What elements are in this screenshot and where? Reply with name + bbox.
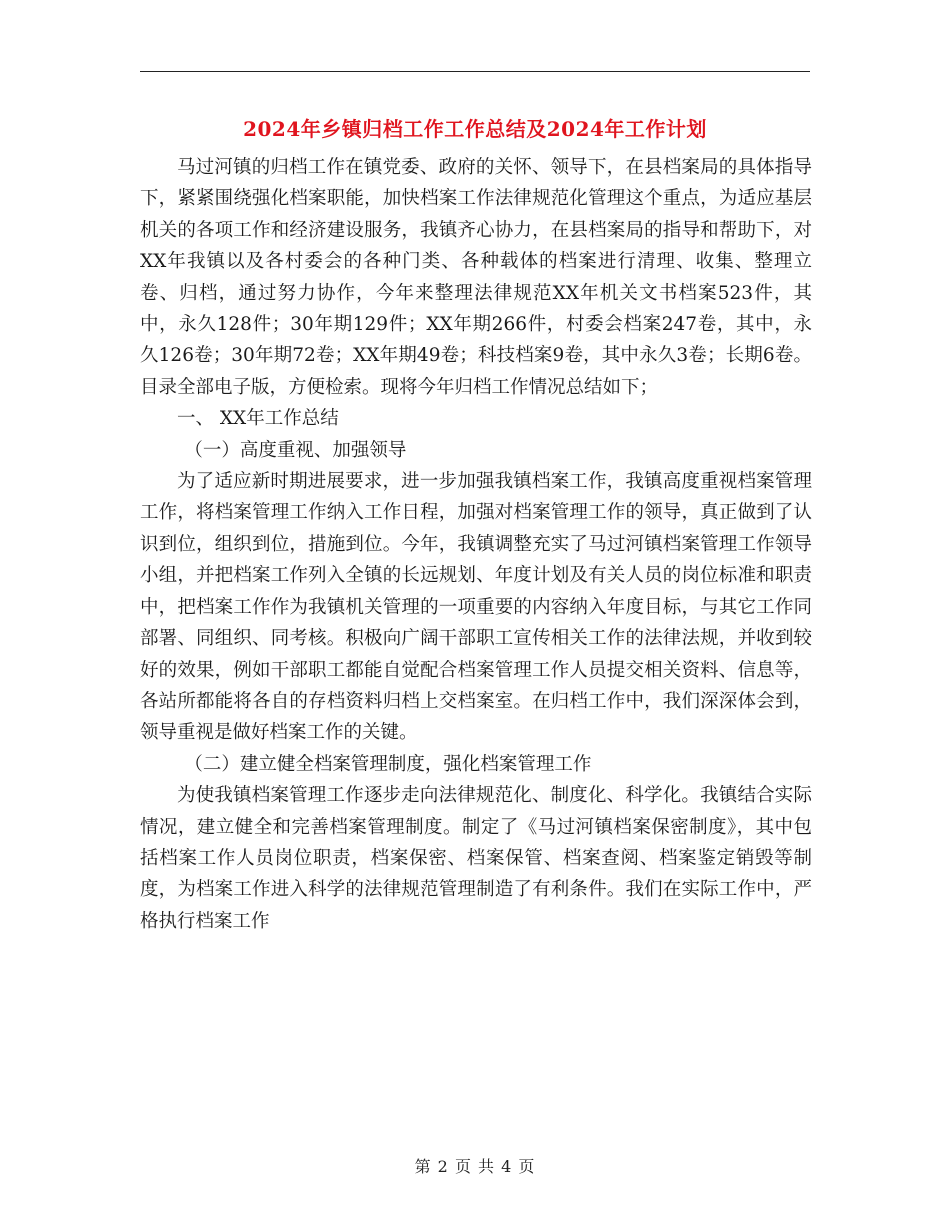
page-number: 第 2 页 共 4 页 — [414, 1157, 536, 1176]
intro-paragraph: 马过河镇的归档工作在镇党委、政府的关怀、领导下，在县档案局的具体指导下，紧紧围绕强化档案职能，加快档案工作法律规范化管理这个重点，为适应基层机关的各项工作和经济建设服务，我镇齐心协力，在县档案局的指导和帮助下，对XX年我镇以及各村委会的各种门类、各种载体的档案进行清理、收集、整理立卷、归档，通过努力协作，今年来整理法律规范XX年机关文书档案523件，其中，永久128件；30年期129件；XX年期266件，村委会档案247卷，其中，永久126卷；30年期72卷；XX年期49卷；科技档案9卷，其中永久3卷；长期6卷。目录全部电子版，方便检索。现将今年归档工作情况总结如下； — [140, 157, 812, 398]
section-heading: 一、 XX年工作总结 — [177, 408, 339, 430]
body-paragraph-2: 为使我镇档案管理工作逐步走向法律规范化、制度化、科学化。我镇结合实际情况，建立健全和完善档案管理制度。制定了《马过河镇档案保密制度》，其中包括档案工作人员岗位职责，档案保密、档案保管、档案查阅、档案鉴定销毁等制度，为档案工作进入科学的法律规范管理制造了有利条件。我们在实际工作中，严格执行档案工作 — [140, 785, 812, 932]
subsection-heading-1: （一）高度重视、加强领导 — [184, 439, 407, 461]
header-rule — [140, 71, 810, 72]
body-paragraph-1: 为了适应新时期进展要求，进一步加强我镇档案工作，我镇高度重视档案管理工作，将档案管理工作纳入工作日程，加强对档案管理工作的领导，真正做到了认识到位，组织到位，措施到位。今年，我镇调整充实了马过河镇档案管理工作领导小组，并把档案工作列入全镇的长远规划、年度计划及有关人员的岗位标准和职责中，把档案工作作为我镇机关管理的一项重要的内容纳入年度目标，与其它工作同部署、同组织、同考核。积极向广阔干部职工宣传相关工作的法律法规，并收到较好的效果，例如干部职工都能自觉配合档案管理工作人员提交相关资料、信息等，各站所都能将各自的存档资料归档上交档案室。在归档工作中，我们深深体会到，领导重视是做好档案工作的关键。 — [140, 471, 812, 744]
document-title: 2024年乡镇归档工作工作总结及2024年工作计划 — [243, 117, 707, 141]
document-body — [140, 152, 812, 937]
subsection-heading-2: （二）建立健全档案管理制度，强化档案管理工作 — [184, 753, 592, 775]
